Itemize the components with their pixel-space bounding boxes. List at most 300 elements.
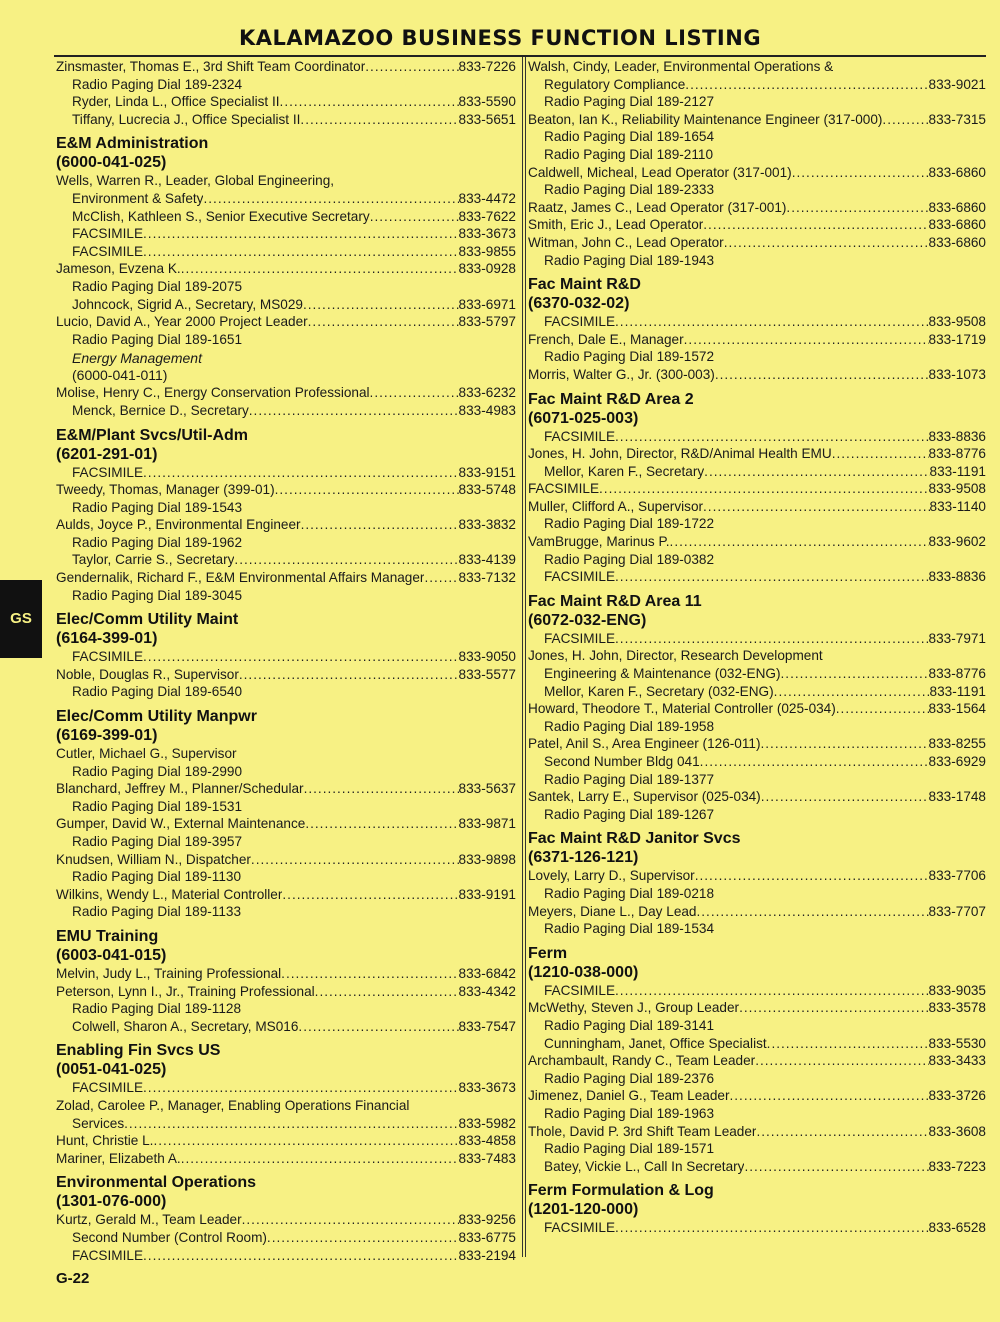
phone-number: 833-5748: [458, 482, 516, 498]
section-heading: Fac Maint R&D Area 2: [528, 390, 694, 408]
phone-number: 833-9602: [928, 534, 986, 550]
entry-name: FACSIMILE: [544, 982, 616, 998]
entry-name: Patel, Anil S., Area Engineer (126-011): [528, 736, 761, 752]
listing-entry: [528, 1219, 986, 1237]
phone-number: 833-6528: [928, 1220, 986, 1236]
section-code: (6371-126-121): [528, 849, 639, 867]
entry-name: Morris, Walter G., Jr. (300-003): [528, 366, 715, 382]
dot-leader: [670, 533, 929, 551]
entry-name: FACSIMILE: [72, 1247, 144, 1263]
entry-name: Aulds, Joyce P., Environmental Engineer: [56, 517, 301, 533]
listing-entry: [56, 190, 516, 208]
phone-number: 833-8776: [928, 666, 986, 682]
phone-number: 833-5982: [458, 1115, 516, 1131]
entry-name: Zolad, Carolee P., Manager, Enabling Operations Financial: [56, 1097, 410, 1113]
listing-entry: [56, 313, 516, 331]
entry-name: Mellor, Karen F., Secretary: [544, 463, 705, 479]
dot-leader: [832, 445, 929, 463]
entry-name: Caldwell, Micheal, Lead Operator (317-001): [528, 164, 792, 180]
entry-name: FACSIMILE: [72, 464, 144, 480]
entry-name: FACSIMILE: [544, 569, 616, 585]
entry-name: Knudsen, William N., Dispatcher: [56, 851, 251, 867]
dot-leader: [143, 648, 459, 666]
section-tab: GS: [0, 580, 42, 658]
listing-entry: [528, 753, 986, 771]
entry-name: McClish, Kathleen S., Senior Executive Secretary: [72, 208, 370, 224]
entry-name: Noble, Douglas R., Supervisor: [56, 666, 239, 682]
entry-name: Radio Paging Dial 189-2990: [72, 763, 243, 779]
listing-entry: [528, 665, 986, 683]
dot-leader: [298, 1018, 458, 1036]
phone-number: 833-7226: [458, 59, 516, 74]
entry-name: Santek, Larry E., Supervisor (025-034): [528, 789, 761, 805]
entry-name: Radio Paging Dial 189-3141: [544, 1017, 715, 1033]
listing-entry: [56, 296, 516, 314]
listing-entry: [56, 745, 516, 763]
entry-name: Jones, H. John, Director, Research Development: [528, 648, 823, 664]
listing-entry: [56, 243, 516, 261]
dot-leader: [370, 384, 459, 402]
phone-number: 833-1191: [929, 683, 986, 699]
entry-name: McWethy, Steven J., Group Leader: [528, 1000, 740, 1016]
listing-entry: [56, 886, 516, 904]
entry-name: Mellor, Karen F., Secretary (032-ENG): [544, 683, 774, 699]
listing-entry: [56, 499, 516, 517]
listing-entry: [528, 111, 986, 129]
phone-number: 833-4342: [458, 983, 516, 999]
section-code: (0051-041-025): [56, 1061, 167, 1079]
entry-name: Blanchard, Jeffrey M., Planner/Schedular: [56, 781, 304, 797]
phone-number: 833-9035: [928, 982, 986, 998]
listing-entry: [56, 965, 516, 983]
dot-leader: [251, 851, 459, 869]
listing-entry: [528, 58, 986, 76]
listing-entry: [56, 225, 516, 243]
listing-entry: [56, 903, 516, 921]
listing-entry: [56, 1229, 516, 1247]
dot-leader: [739, 999, 928, 1017]
phone-number: 833-3673: [458, 226, 516, 242]
phone-number: 833-9256: [458, 1212, 516, 1228]
phone-number: 833-9021: [928, 76, 986, 92]
entry-name: FACSIMILE: [72, 243, 144, 259]
entry-name: Radio Paging Dial 189-1654: [544, 129, 715, 145]
phone-number: 833-7622: [458, 208, 516, 224]
phone-number: 833-2194: [458, 1247, 516, 1263]
entry-name: Radio Paging Dial 189-2110: [544, 146, 714, 162]
entry-name: Jimenez, Daniel G., Team Leader: [528, 1088, 730, 1104]
dot-leader: [280, 93, 459, 111]
listing-entry: [56, 208, 516, 226]
entry-name: Howard, Theodore T., Material Controller (025-034): [528, 701, 836, 717]
phone-number: 833-6232: [458, 385, 516, 401]
dot-leader: [275, 481, 459, 499]
listing-entry: [56, 551, 516, 569]
dot-leader: [143, 243, 459, 261]
phone-number: 833-9898: [458, 851, 516, 867]
entry-name: Environment & Safety: [72, 190, 204, 206]
phone-number: 833-9871: [458, 816, 516, 832]
phone-number: 833-8836: [928, 428, 986, 444]
listing-entry: [528, 568, 986, 586]
entry-name: FACSIMILE: [544, 428, 616, 444]
entry-name: FACSIMILE: [72, 226, 144, 242]
section-heading: Fac Maint R&D Janitor Svcs: [528, 830, 741, 848]
entry-name: Archambault, Randy C., Team Leader: [528, 1053, 756, 1069]
listing-entry: [56, 516, 516, 534]
section-heading: Environmental Operations: [56, 1174, 257, 1192]
listing-entry: [528, 1052, 986, 1070]
dot-leader: [153, 1132, 458, 1150]
right-column: [528, 58, 986, 1237]
dot-leader: [300, 111, 458, 129]
listing-entry: [56, 331, 516, 349]
listing-entry: [528, 683, 986, 701]
listing-entry: [528, 920, 986, 938]
entry-name: Zinsmaster, Thomas E., 3rd Shift Team Coordinator: [56, 59, 366, 74]
entry-name: Radio Paging Dial 189-3045: [72, 587, 243, 603]
section-code: (1210-038-000): [528, 963, 639, 981]
entry-name: Radio Paging Dial 189-1130: [72, 869, 242, 885]
entry-name: Radio Paging Dial 189-0218: [544, 885, 715, 901]
entry-name: Jameson, Evzena K.: [56, 261, 181, 277]
entry-name: Radio Paging Dial 189-2376: [544, 1070, 715, 1086]
phone-number: 833-3433: [928, 1053, 986, 1069]
entry-name: FACSIMILE: [544, 314, 616, 330]
phone-number: 833-4858: [458, 1133, 516, 1149]
phone-number: 833-3726: [928, 1088, 986, 1104]
dot-leader: [305, 815, 458, 833]
entry-name: VamBrugge, Marinus P.: [528, 534, 670, 550]
phone-number: 833-9508: [928, 314, 986, 330]
listing-entry: [528, 199, 986, 217]
dot-leader: [703, 498, 930, 516]
dot-leader: [744, 1158, 928, 1176]
listing-entry: [528, 788, 986, 806]
entry-name: Radio Paging Dial 189-1722: [544, 516, 715, 532]
subsection-code: (6000-041-011): [72, 367, 168, 384]
entry-name: Ryder, Linda L., Office Specialist II: [72, 94, 280, 110]
entry-name: Radio Paging Dial 189-1531: [72, 798, 243, 814]
entry-name: Witman, John C., Lead Operator: [528, 234, 724, 250]
section-heading: Ferm: [528, 944, 568, 962]
entry-name: Services: [72, 1115, 125, 1131]
phone-number: 833-8776: [928, 446, 986, 462]
listing-entry: [528, 463, 986, 481]
section-code: (6370-032-02): [528, 295, 630, 313]
listing-entry: [528, 806, 986, 824]
entry-name: Taylor, Carrie S., Secretary: [72, 552, 235, 568]
listing-entry: [528, 999, 986, 1017]
dot-leader: [615, 630, 929, 648]
dot-leader: [685, 76, 928, 94]
entry-name: Radio Paging Dial 189-1572: [544, 349, 715, 365]
listing-entry: [528, 533, 986, 551]
listing-entry: [56, 683, 516, 701]
listing-entry: [528, 428, 986, 446]
listing-entry: [56, 1018, 516, 1036]
listing-entry: [528, 718, 986, 736]
listing-entry: [56, 569, 516, 587]
dot-leader: [370, 208, 459, 226]
phone-number: 833-7315: [928, 111, 986, 127]
entry-name: FACSIMILE: [72, 649, 144, 665]
section-heading: Elec/Comm Utility Maint: [56, 611, 239, 629]
phone-number: 833-1140: [929, 498, 986, 514]
listing-entry: [56, 763, 516, 781]
listing-entry: [528, 331, 986, 349]
listing-entry: [56, 481, 516, 499]
section-heading: Fac Maint R&D: [528, 276, 641, 294]
listing-entry: [528, 771, 986, 789]
phone-number: 833-7223: [928, 1158, 986, 1174]
listing-entry: [56, 983, 516, 1001]
entry-name: Peterson, Lynn I., Jr., Training Professional: [56, 983, 315, 999]
phone-number: 833-5530: [928, 1035, 986, 1051]
listing-entry: [528, 252, 986, 270]
listing-entry: [56, 815, 516, 833]
entry-name: Jones, H. John, Director, R&D/Animal Health EMU: [528, 446, 832, 462]
dot-leader: [424, 569, 458, 587]
entry-name: FACSIMILE: [544, 630, 616, 646]
entry-name: Johncock, Sigrid A., Secretary, MS029: [72, 296, 303, 312]
phone-number: 833-5797: [458, 314, 516, 330]
listing-entry: [528, 181, 986, 199]
dot-leader: [308, 313, 459, 331]
dot-leader: [615, 1219, 929, 1237]
section-heading: Ferm Formulation & Log: [528, 1182, 714, 1200]
dot-leader: [304, 780, 459, 798]
section-code: (6003-041-015): [56, 946, 167, 964]
entry-name: Radio Paging Dial 189-1128: [72, 1001, 242, 1017]
listing-entry: [56, 58, 516, 76]
phone-number: 833-7971: [928, 630, 986, 646]
phone-number: 833-6842: [458, 965, 516, 981]
listing-entry: [528, 551, 986, 569]
entry-name: Wells, Warren R., Leader, Global Engineering,: [56, 173, 335, 189]
listing-entry: [528, 867, 986, 885]
dot-leader: [761, 735, 929, 753]
listing-entry: [528, 445, 986, 463]
entry-name: Radio Paging Dial 189-1543: [72, 499, 243, 515]
listing-entry: [56, 666, 516, 684]
entry-name: French, Dale E., Manager: [528, 331, 684, 347]
entry-name: Radio Paging Dial 189-6540: [72, 684, 243, 700]
entry-name: Regulatory Compliance: [544, 76, 686, 92]
dot-leader: [181, 260, 459, 278]
listing-entry: [528, 76, 986, 94]
listing-entry: [56, 1000, 516, 1018]
listing-entry: [56, 76, 516, 94]
subsection-heading: Energy Management: [72, 350, 202, 367]
phone-number: 833-7547: [458, 1018, 516, 1034]
listing-entry: [528, 313, 986, 331]
listing-entry: [56, 384, 516, 402]
entry-name: Gendernalik, Richard F., E&M Environmental Affairs Manager: [56, 570, 425, 586]
phone-number: 833-6860: [928, 199, 986, 215]
section-code: (1201-120-000): [528, 1201, 639, 1219]
entry-name: FACSIMILE: [544, 1220, 616, 1236]
entry-name: Batey, Vickie L., Call In Secretary: [544, 1158, 745, 1174]
phone-number: 833-1073: [928, 366, 986, 382]
listing-entry: [56, 111, 516, 129]
entry-name: Radio Paging Dial 189-1962: [72, 534, 243, 550]
dot-leader: [234, 551, 458, 569]
entry-name: Wilkins, Wendy L., Material Controller: [56, 886, 283, 902]
listing-entry: [528, 93, 986, 111]
listing-entry: [56, 464, 516, 482]
entry-name: Smith, Eric J., Lead Operator: [528, 217, 704, 233]
section-heading: Enabling Fin Svcs US: [56, 1042, 221, 1060]
listing-entry: [528, 498, 986, 516]
entry-name: Lucio, David A., Year 2000 Project Leader: [56, 314, 308, 330]
phone-number: 833-0928: [458, 261, 516, 277]
entry-name: Radio Paging Dial 189-1377: [544, 771, 715, 787]
listing-entry: [56, 798, 516, 816]
listing-entry: [56, 278, 516, 296]
dot-leader: [695, 867, 929, 885]
entry-name: Cunningham, Janet, Office Specialist: [544, 1035, 767, 1051]
phone-number: 833-1748: [928, 789, 986, 805]
dot-leader: [301, 516, 459, 534]
dot-leader: [249, 402, 459, 420]
dot-leader: [704, 463, 929, 481]
phone-number: 833-6929: [928, 754, 986, 769]
phone-number: 833-3608: [928, 1123, 986, 1139]
listing-entry: [528, 647, 986, 665]
listing-entry: [528, 1070, 986, 1088]
phone-number: 833-7707: [928, 903, 986, 919]
phone-number: 833-7483: [458, 1150, 516, 1166]
phone-number: 833-3673: [458, 1080, 516, 1096]
entry-name: Tiffany, Lucrecia J., Office Specialist II: [72, 111, 301, 127]
dot-leader: [786, 199, 928, 217]
phone-number: 833-1191: [929, 463, 986, 479]
header-rule: [54, 55, 986, 57]
phone-number: 833-9855: [458, 243, 516, 259]
phone-number: 833-6860: [928, 164, 986, 180]
entry-name: Radio Paging Dial 189-1133: [72, 904, 242, 920]
listing-entry: [528, 216, 986, 234]
listing-entry: [528, 1105, 986, 1123]
phone-number: 833-5590: [458, 94, 516, 110]
phone-number: 833-6860: [928, 217, 986, 233]
listing-entry: [56, 172, 516, 190]
phone-number: 833-5651: [458, 111, 516, 127]
listing-entry: [528, 146, 986, 164]
listing-entry: [56, 260, 516, 278]
listing-entry: [528, 480, 986, 498]
listing-entry: [56, 851, 516, 869]
page-title: KALAMAZOO BUSINESS FUNCTION LISTING: [238, 26, 762, 50]
dot-leader: [124, 1115, 458, 1133]
dot-leader: [781, 665, 929, 683]
entry-name: Radio Paging Dial 189-1534: [544, 921, 715, 937]
dot-leader: [730, 1087, 929, 1105]
phone-number: 833-6860: [928, 234, 986, 250]
listing-entry: [56, 1247, 516, 1265]
column-divider: [522, 57, 526, 1257]
dot-leader: [281, 965, 458, 983]
listing-entry: [528, 1158, 986, 1176]
dot-leader: [365, 58, 458, 76]
listing-entry: [528, 700, 986, 718]
phone-number: 833-1719: [928, 331, 986, 347]
entry-name: Cutler, Michael G., Supervisor: [56, 746, 237, 762]
phone-number: 833-1564: [928, 701, 986, 717]
dot-leader: [724, 234, 929, 252]
dot-leader: [203, 190, 458, 208]
section-code: (6072-032-ENG): [528, 611, 647, 629]
listing-entry: [56, 1211, 516, 1229]
listing-entry: [56, 648, 516, 666]
entry-name: Engineering & Maintenance (032-ENG): [544, 666, 781, 682]
entry-name: Radio Paging Dial 189-1651: [72, 331, 243, 347]
listing-entry: [528, 903, 986, 921]
listing-entry: [528, 164, 986, 182]
listing-entry: [56, 1097, 516, 1115]
listing-entry: [56, 1079, 516, 1097]
entry-name: Molise, Henry C., Energy Conservation Professional: [56, 385, 370, 401]
entry-name: Radio Paging Dial 189-1571: [544, 1141, 715, 1157]
entry-name: Colwell, Sharon A., Secretary, MS016: [72, 1018, 299, 1034]
phone-number: 833-4472: [458, 190, 516, 206]
listing-entry: [528, 234, 986, 252]
entry-name: Muller, Clifford A., Supervisor: [528, 498, 704, 514]
dot-leader: [615, 982, 929, 1000]
listing-entry: [528, 1087, 986, 1105]
listing-entry: [528, 1123, 986, 1141]
entry-name: Second Number (Control Room): [72, 1229, 267, 1245]
dot-leader: [282, 886, 458, 904]
section-code: (6164-399-01): [56, 630, 158, 648]
entry-name: Walsh, Cindy, Leader, Environmental Operations &: [528, 59, 834, 74]
dot-leader: [615, 313, 929, 331]
dot-leader: [700, 753, 929, 771]
dot-leader: [143, 225, 459, 243]
listing-entry: [56, 868, 516, 886]
entry-name: Gumper, David W., External Maintenance: [56, 816, 306, 832]
dot-leader: [315, 983, 459, 1001]
listing-entry: [56, 833, 516, 851]
entry-name: Menck, Bernice D., Secretary: [72, 402, 249, 418]
section-heading: EMU Training: [56, 927, 159, 945]
dot-leader: [143, 1079, 459, 1097]
section-heading: Elec/Comm Utility Manpwr: [56, 708, 257, 726]
entry-name: Kurtz, Gerald M., Team Leader: [56, 1212, 242, 1228]
section-heading: E&M/Plant Svcs/Util-Adm: [56, 426, 249, 444]
entry-name: Thole, David P. 3rd Shift Team Leader: [528, 1123, 757, 1139]
phone-number: 833-8836: [928, 569, 986, 585]
phone-number: 833-9191: [458, 886, 516, 902]
listing-entry: [528, 515, 986, 533]
dot-leader: [143, 1247, 459, 1265]
dot-leader: [181, 1150, 459, 1168]
entry-name: Radio Paging Dial 189-1958: [544, 718, 715, 734]
entry-name: Tweedy, Thomas, Manager (399-01): [56, 482, 275, 498]
entry-name: Melvin, Judy L., Training Professional: [56, 965, 282, 981]
listing-entry: [56, 1132, 516, 1150]
entry-name: Radio Paging Dial 189-2324: [72, 76, 243, 92]
entry-name: Radio Paging Dial 189-1267: [544, 806, 715, 822]
phone-number: 833-9050: [458, 649, 516, 665]
listing-entry: [528, 735, 986, 753]
phone-number: 833-4139: [458, 552, 516, 568]
listing-entry: [528, 885, 986, 903]
entry-name: Radio Paging Dial 189-3957: [72, 834, 243, 849]
phone-number: 833-7706: [928, 868, 986, 884]
dot-leader: [615, 428, 929, 446]
